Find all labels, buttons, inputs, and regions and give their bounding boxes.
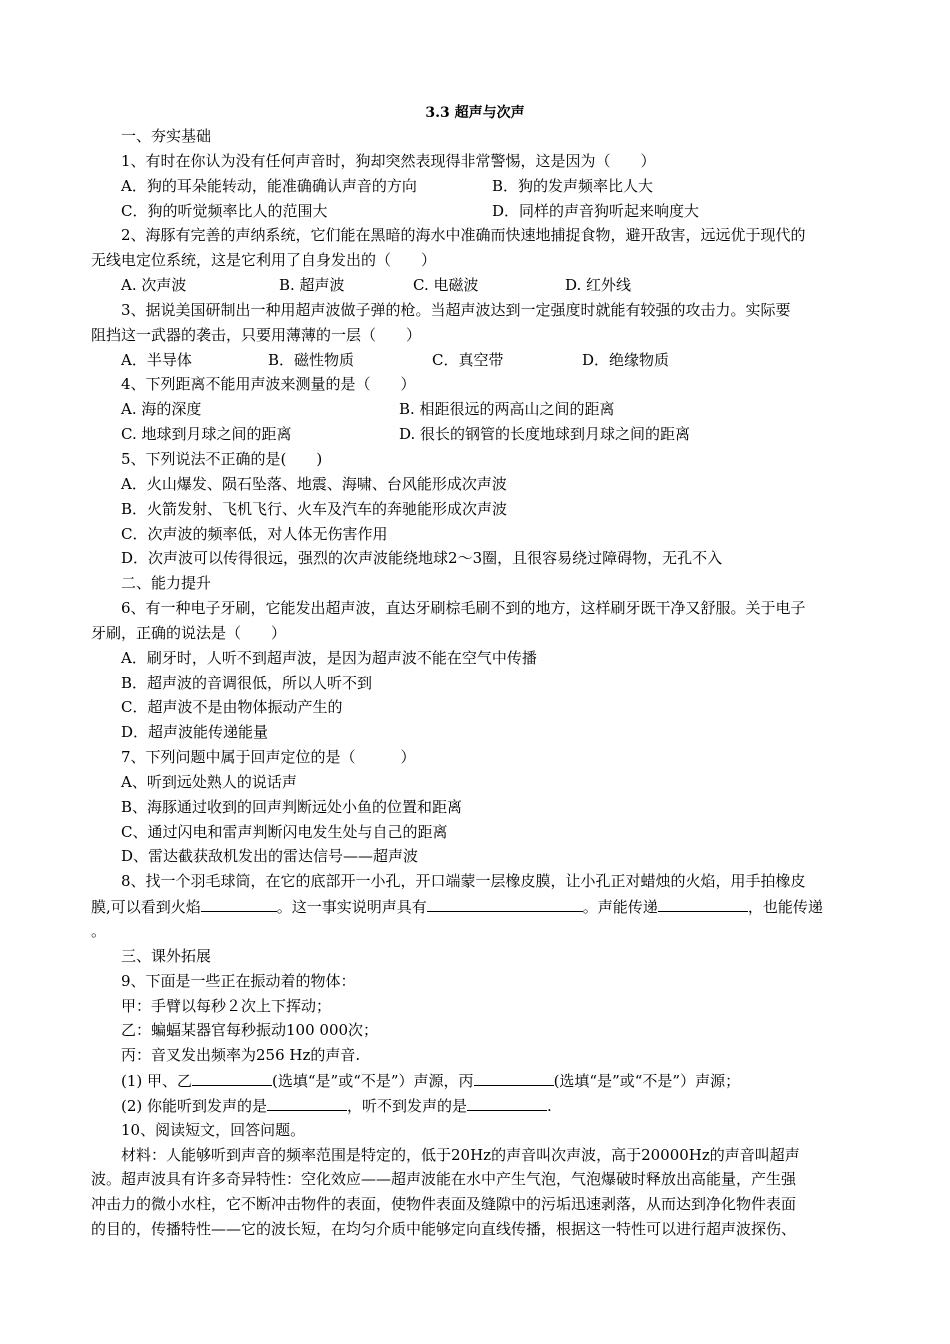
question-9-sub-2-text-c: . <box>547 1096 552 1115</box>
question-1-option-c: C．狗的听觉频率比人的范围大 <box>121 201 328 220</box>
question-5-stem: 5、下列说法不正确的是( ) <box>121 449 323 468</box>
question-10-material-line-2: 波。超声波具有许多奇异特性：空化效应——超声波能在水中产生气泡，气泡爆破时释放出高能量，产生强 <box>91 1170 797 1189</box>
question-9-sub-2-text-b: ，听不到发声的是 <box>347 1096 468 1115</box>
question-9-sub-2-blank-1[interactable] <box>267 1093 347 1111</box>
question-3-option-b: B．磁性物质 <box>268 350 355 369</box>
question-8-blank-1[interactable] <box>201 894 277 912</box>
question-9-sub-1-blank-2[interactable] <box>474 1068 554 1086</box>
question-6-option-c: C．超声波不是由物体振动产生的 <box>121 698 343 717</box>
question-6-option-b: B．超声波的音调很低，所以人听不到 <box>121 673 373 692</box>
question-3-options <box>91 348 863 373</box>
question-6-option-a: A．刷牙时，人听不到超声波，是因为超声波不能在空气中传播 <box>121 648 537 667</box>
question-6-option-d: D．超声波能传递能量 <box>121 723 269 742</box>
question-2-stem-line-1: 2、海豚有完善的声纳系统，它们能在黑暗的海水中准确而快速地捕捉食物，避开敌害，远远优于现代的 <box>121 226 806 245</box>
question-2-option-c: C. 电磁波 <box>413 276 479 295</box>
question-7-option-b: B、海豚通过收到的回声判断远处小鱼的位置和距离 <box>121 797 463 816</box>
question-1-option-b: B．狗的发声频率比人大 <box>492 176 654 195</box>
page-title: 3.3 超声与次声 <box>425 105 525 121</box>
section-heading-3: 三、课外拓展 <box>121 946 212 965</box>
question-7-option-d: D、雷达截获敌机发出的雷达信号——超声波 <box>121 847 419 866</box>
question-7-stem: 7、下列问题中属于回声定位的是（ ） <box>121 748 416 767</box>
question-4-options-row-2 <box>91 422 863 447</box>
question-8-text-1: 膜,可以看到火焰 <box>91 898 201 917</box>
question-5-option-b: B．火箭发射、飞机飞行、火车及汽车的奔驰能形成次声波 <box>121 499 508 518</box>
question-1-options-row-1 <box>91 174 863 199</box>
question-8-line-end: 。 <box>91 922 107 940</box>
question-4-options-row-1 <box>91 397 863 422</box>
question-8-blank-3[interactable] <box>658 894 748 912</box>
question-2-option-b: B. 超声波 <box>279 276 345 295</box>
section-heading-1: 一、夯实基础 <box>121 127 212 145</box>
question-3-stem-line-2: 阻挡这一武器的袭击，只要用薄薄的一层（ ） <box>91 325 422 344</box>
question-6-stem-line-1: 6、有一种电子牙刷，它能发出超声波，直达牙刷棕毛刷不到的地方，这样刷牙既干净又舒服。关于电子 <box>121 599 806 618</box>
question-4-stem: 4、下列距离不能用声波来测量的是（ ） <box>121 375 416 394</box>
question-3-stem-line-1: 3、据说美国研制出一种用超声波做子弹的枪。当超声波达到一定强度时就能有较强的攻击力。实际要 <box>121 300 791 319</box>
question-8-line-2 <box>91 894 863 919</box>
section-heading-2: 二、能力提升 <box>121 574 212 593</box>
question-9-item-yi: 乙：蝙蝠某器官每秒振动100 000次； <box>121 1021 379 1040</box>
question-9-stem: 9、下面是一些正在振动着的物体： <box>121 971 356 990</box>
question-9-sub-2-text-a: (2) 你能听到发声的是 <box>121 1096 268 1115</box>
question-9-sub-1-blank-1[interactable] <box>192 1068 272 1086</box>
question-8-blank-2[interactable] <box>427 894 583 912</box>
question-4-option-c: C. 地球到月球之间的距离 <box>121 425 292 444</box>
question-2-stem-line-2: 无线电定位系统，这是它利用了自身发出的（ ） <box>91 251 437 270</box>
question-1-option-d: D．同样的声音狗听起来响度大 <box>492 201 700 220</box>
question-9-sub-1 <box>91 1068 863 1093</box>
question-7-option-c: C、通过闪电和雷声判断闪电发生处与自己的距离 <box>121 822 448 841</box>
question-3-option-c: C．真空带 <box>432 350 504 369</box>
question-9-sub-2-blank-2[interactable] <box>467 1093 547 1111</box>
question-9-item-bing: 丙：音叉发出频率为256 Hz的声音. <box>121 1046 361 1065</box>
question-9-sub-2 <box>91 1093 863 1118</box>
question-4-option-d: D. 很长的钢管的长度地球到月球之间的距离 <box>399 425 691 444</box>
question-4-option-b: B. 相距很远的两高山之间的距离 <box>399 400 615 419</box>
question-10-material-line-1: 材料：人能够听到声音的频率范围是特定的，低于20Hz的声音叫次声波，高于20000Hz的声音叫超声 <box>121 1145 800 1164</box>
question-8-text-3: 。声能传递 <box>582 898 658 917</box>
question-8-line-1: 8、找一个羽毛球筒，在它的底部开一小孔，开口端蒙一层橡皮膜，让小孔正对蜡烛的火焰，用手拍橡皮 <box>121 872 806 891</box>
question-5-option-d: D．次声波可以传得很远，强烈的次声波能绕地球2～3圈，且很容易绕过障碍物，无孔不入 <box>121 549 723 568</box>
question-1-option-a: A．狗的耳朵能转动，能准确确认声音的方向 <box>121 176 417 195</box>
question-7-option-a: A、听到远处熟人的说话声 <box>121 772 297 791</box>
question-2-options <box>91 273 863 298</box>
question-4-option-a: A. 海的深度 <box>121 400 202 419</box>
question-1-options-row-2 <box>91 199 863 224</box>
question-2-option-a: A. 次声波 <box>121 276 187 295</box>
question-9-item-jia: 甲：手臂以每秒２次上下挥动； <box>121 996 332 1015</box>
question-8-text-4: ，也能传递 <box>747 898 823 917</box>
question-1-stem: 1、有时在你认为没有任何声音时，狗却突然表现得非常警惕，这是因为（ ） <box>121 151 656 170</box>
question-5-option-a: A．火山爆发、陨石坠落、地震、海啸、台风能形成次声波 <box>121 474 507 493</box>
question-10-material-line-3: 冲击力的微小水柱，它不断冲击物件的表面，使物件表面及缝隙中的污垢迅速剥落，从而达到净化物件表面 <box>91 1195 797 1214</box>
document-body <box>91 124 863 1242</box>
question-8-text-2: 。这一事实说明声具有 <box>276 898 427 917</box>
question-5-option-c: C．次声波的频率低，对人体无伤害作用 <box>121 524 388 543</box>
question-10-stem: 10、阅读短文，回答问题。 <box>121 1120 306 1139</box>
question-10-material-line-4: 的目的，传播特性——它的波长短，在均匀介质中能够定向直线传播，根据这一特性可以进行超声波探伤、 <box>91 1220 797 1239</box>
question-3-option-a: A．半导体 <box>121 350 192 369</box>
question-9-sub-1-text-c: (选填“是”或“不是”）声源； <box>553 1072 741 1091</box>
question-9-sub-1-text-b: (选填“是”或“不是”）声源，丙 <box>272 1072 474 1091</box>
question-6-stem-line-2: 牙刷，正确的说法是（ ） <box>91 623 287 642</box>
question-9-sub-1-text-a: (1) 甲、乙 <box>121 1072 193 1091</box>
question-2-option-d: D. 红外线 <box>565 276 632 295</box>
question-3-option-d: D．绝缘物质 <box>582 350 670 369</box>
